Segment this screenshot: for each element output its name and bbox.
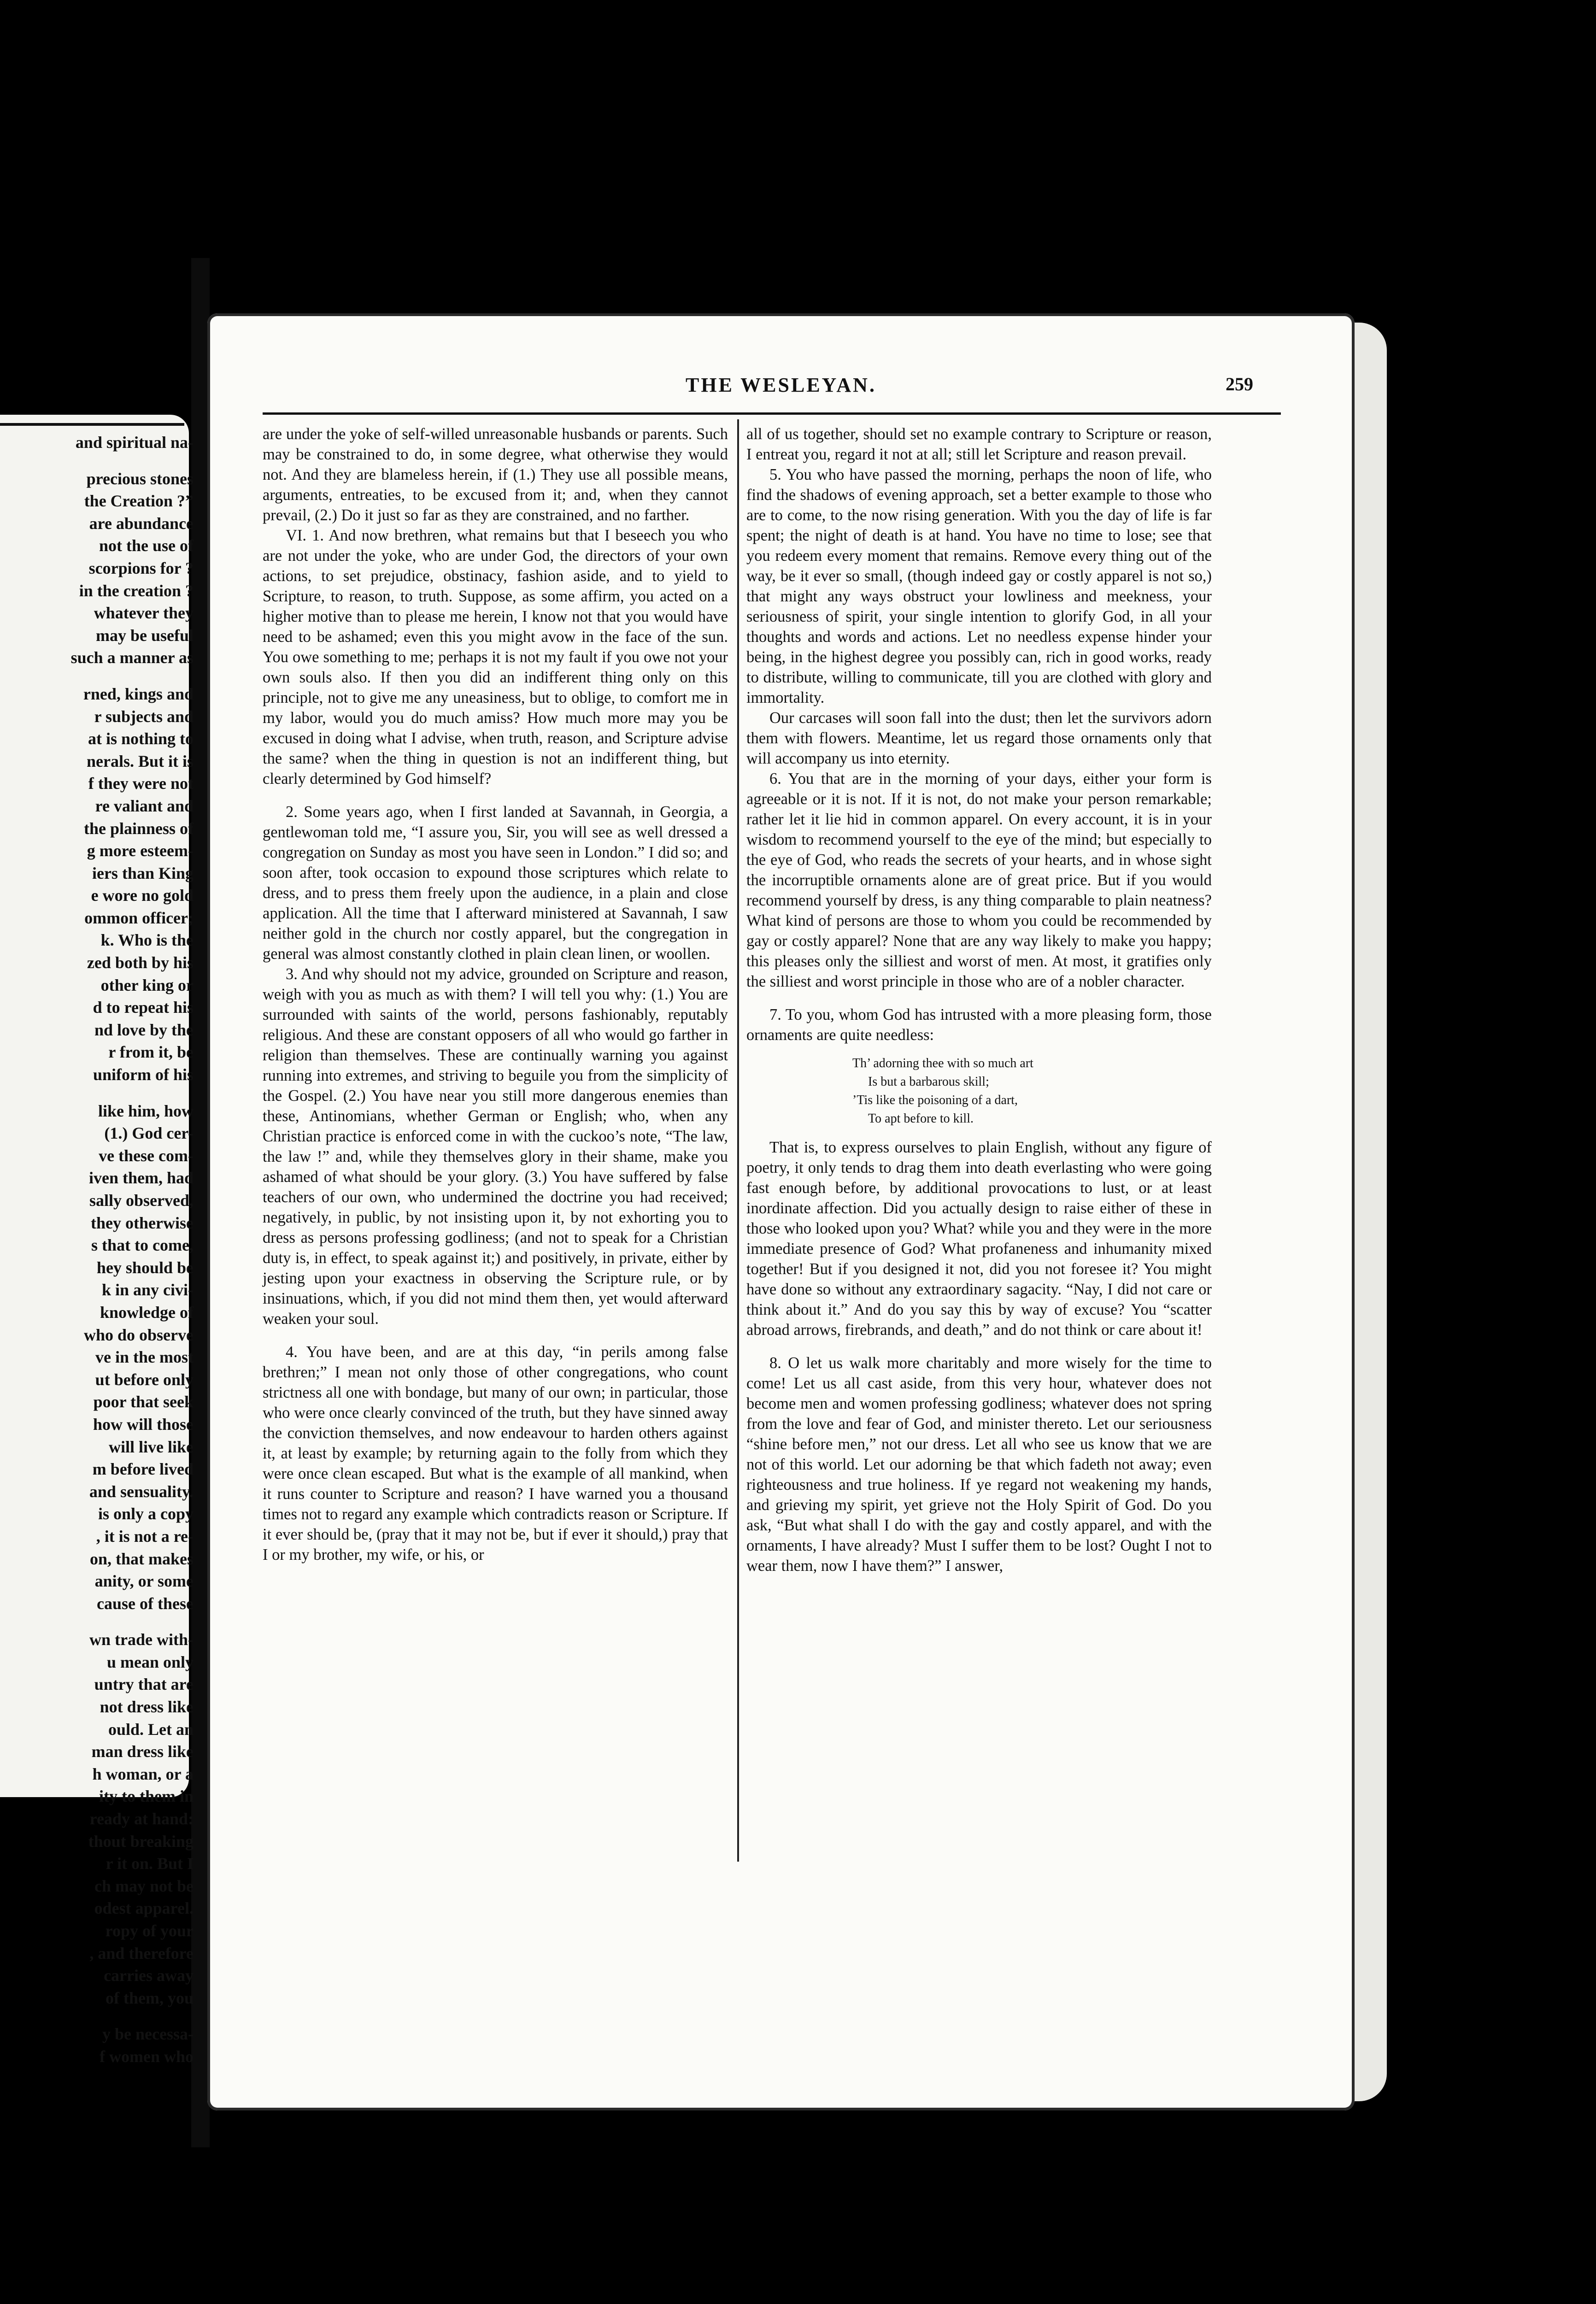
- poem-line: Is but a barbarous skill;: [868, 1075, 989, 1089]
- facing-page-line: r it on. But I: [106, 1854, 194, 1873]
- facing-page-line: carries away: [104, 1966, 194, 1985]
- facing-page-line: sally observed,: [89, 1191, 194, 1210]
- book-spine: [191, 258, 210, 2147]
- facing-page-line: in the creation ?: [79, 581, 194, 600]
- facing-page-line: ould. Let an: [108, 1720, 194, 1739]
- facing-page-gap: [0, 454, 194, 468]
- facing-page-line: odest apparel.: [94, 1899, 194, 1918]
- facing-page-line: man dress like: [91, 1742, 194, 1761]
- facing-page-line: , and therefore: [89, 1944, 194, 1963]
- facing-page-line: how will those: [93, 1415, 194, 1434]
- facing-page-line: knowledge of: [100, 1303, 194, 1322]
- facing-page-line: f women who: [100, 2047, 194, 2066]
- facing-page-line: the plainness of: [83, 819, 194, 838]
- facing-page-line: r from it, be: [108, 1043, 194, 1062]
- main-page: [207, 313, 1355, 2110]
- paragraph: 8. O let us walk more charitably and more wisely for the time to come! Let us all cast aside, from this very hour, whatever does not become men and women professing godliness; whatever does not spring from the love and fear of God, and minister thereto. Let our seriousness “shine before men,” not our dress. Let all who see us know that we are not of this world. Let our adorning be that which fadeth not away; even righteousness and true holiness. If ye regard not weakening my hands, and grieving my spirit, yet grieve not the Holy Spirit of God. Do you ask, “But what shall I do with the gay and costly apparel, and with the ornaments, I have already? Must I suffer them to be lost? Ought I not to wear them, now I have them?” I answer,: [746, 1354, 1212, 1575]
- left-column: [263, 424, 728, 1565]
- page-number: 259: [1226, 374, 1253, 394]
- facing-page-line: g more esteem-: [87, 841, 194, 860]
- facing-page-line: on, that makes: [89, 1549, 194, 1568]
- facing-page-line: ropy of your: [105, 1922, 194, 1940]
- paragraph: 4. You have been, and are at this day, “in perils among false brethren;” I mean not only those of other congregations, who count strictness all one with bondage, but many of our own; in particular, those who were once clearly convinced of the truth, but they have sinned away the conviction themselves, and now endeavour to harden others against it, at least by example; by returning again to the folly from which they were once clean escaped. But what is the example of all mankind, when it runs counter to Scripture and reason? I have warned you a thousand times not to regard any example which contradicts reason or Scripture. If it ever should be, (pray that it may not be, but if ever it should,) pray that I or my brother, my wife, or his, or: [263, 1343, 728, 1563]
- facing-page-left: [0, 415, 194, 2066]
- paragraph: 5. You who have passed the morning, perhaps the noon of life, who find the shadows of evening approach, set a better example to those who are to come, to the now rising generation. With you the day of life is far spent; the night of death is at hand. You have no time to lose; see that you redeem every moment that remains. Remove every thing out of the way, be it ever so small, (though indeed gay or costly apparel is not so,) that might any ways obstruct your lowliness and meekness, your seriousness of spirit, your single intention to glorify God, in all your thoughts and words and actions. Let no needless expense hinder your being, in the highest degree you possibly can, rich in good works, ready to distribute, willing to communicate, till you are clothed with glory and immortality.: [746, 466, 1212, 706]
- facing-page-line: uniform of his: [93, 1065, 194, 1084]
- paragraph: 6. You that are in the morning of your days, either your form is agreeable or it is not. If it is not, do not make your person remarkable; rather let it lie hid in common apparel. On every account, it is in your wisdom to recommend yourself to the eye of the mind; but especially to the eye of God, who reads the secrets of your hearts, and in whose sight the incorruptible ornaments alone are of great price. But if you would recommend yourself by dress, is any thing comparable to plain neatness? What kind of persons are those to whom you could be recommended by gay or costly apparel? None that are any way likely to make you happy; this pleases only the silliest and worst of men. At most, it gratifies only the silliest and worst principle in those who are of a nobler character.: [746, 770, 1212, 990]
- facing-page-line: cause of these: [97, 1594, 194, 1613]
- facing-page-line: r subjects and: [94, 707, 194, 726]
- facing-page-line: untry that are: [94, 1675, 194, 1694]
- facing-page-line: m before lived: [92, 1460, 194, 1479]
- poem-line: Th’ adorning thee with so much art: [852, 1056, 1033, 1070]
- facing-page-line: may be useful: [95, 626, 194, 645]
- facing-page-gap: [0, 1615, 194, 1628]
- facing-page-line: precious stones: [86, 469, 194, 488]
- facing-page-line: is only a copy: [98, 1505, 194, 1523]
- facing-page-line: ut before only: [95, 1370, 194, 1389]
- facing-page-line: not dress like: [100, 1698, 194, 1716]
- facing-page-line: ve these com-: [99, 1146, 194, 1165]
- facing-page-line: (1.) God cer-: [104, 1124, 194, 1143]
- facing-page-line: iven them, had: [88, 1169, 194, 1187]
- facing-page-line: nerals. But it is: [86, 752, 194, 770]
- facing-page-line: , it is not a re-: [96, 1527, 194, 1546]
- facing-page-line: whatever they: [94, 604, 194, 623]
- facing-page-text: [0, 431, 194, 2068]
- paragraph: 2. Some years ago, when I first landed at Savannah, in Georgia, a gentlewoman told me, “I assure you, Sir, you will see as well dressed a congregation on Sunday as most you have seen in London.” I did so; and soon after, took occasion to expound those scriptures which relate to dress, and to press them freely upon the audience, in a plain and close application. All the time that I afterward ministered at Savannah, I saw neither gold in the church nor costly apparel, but the congregation in general was almost constantly clothed in plain clean linen, or woollen.: [263, 803, 728, 963]
- facing-page-line: k in any civi-: [101, 1281, 194, 1299]
- running-title: THE WESLEYAN.: [686, 374, 876, 396]
- facing-page-line: k. Who is the: [100, 931, 194, 950]
- facing-page-line: re valiant and: [95, 796, 194, 815]
- right-column: [746, 424, 1212, 1576]
- facing-page-line: iers than King: [92, 864, 194, 882]
- facing-page-line: ommon officer;: [84, 908, 194, 927]
- paragraph: 7. To you, whom God has intrusted with a more pleasing form, those ornaments are quite needless:: [746, 1006, 1212, 1044]
- facing-page-line: f they were not: [88, 774, 194, 793]
- paragraph: all of us together, should set no example contrary to Scripture or reason, I entreat you, regard it not at all; still let Scripture and reason prevail.: [746, 425, 1212, 463]
- facing-page-line: ity to them in: [99, 1787, 194, 1806]
- poem-line: To apt before to kill.: [868, 1111, 974, 1126]
- facing-page-line: scorpions for ?: [88, 558, 194, 577]
- poem-line: ’Tis like the poisoning of a dart,: [852, 1093, 1018, 1107]
- facing-page-line: poor that seek: [93, 1393, 194, 1411]
- facing-page-line: nd love by the: [94, 1020, 194, 1039]
- facing-page-line: rned, kings and: [83, 684, 194, 703]
- facing-page-line: s that to come,: [91, 1236, 194, 1255]
- facing-page-line: they otherwise: [91, 1213, 194, 1232]
- page-header: [207, 373, 1355, 410]
- facing-page-line: and sensuality.: [89, 1482, 194, 1501]
- facing-page-line: zed both by his: [87, 953, 194, 972]
- facing-page-line: of them, you: [106, 1988, 194, 2007]
- facing-page-line: at is nothing to: [88, 729, 194, 748]
- facing-page-line: not the use of: [99, 536, 194, 555]
- facing-page-gap: [0, 2009, 194, 2023]
- facing-page-line: such a manner as: [70, 648, 194, 667]
- facing-page-gap: [0, 1086, 194, 1100]
- facing-page-line: h woman, or a: [92, 1764, 194, 1783]
- facing-page-line: thout breaking: [88, 1832, 194, 1851]
- facing-page-line: anity, or some: [94, 1572, 194, 1591]
- facing-page-line: like him, how: [98, 1101, 194, 1120]
- paragraph: are under the yoke of self-willed unreasonable husbands or parents. Such may be constrained to do, in some degree, what otherwise they would not. And they are blameless herein, if (1.) They use all possible means, arguments, entreaties, to be excused from it; and, when they cannot prevail, (2.) Do it just so far as they are constrained, and no farther.: [263, 425, 728, 524]
- column-rule: [737, 419, 739, 1862]
- paragraph: Our carcases will soon fall into the dust; then let the survivors adorn them with flowers. Meantime, let us regard those ornaments only that will accompany us into eternity.: [746, 709, 1212, 767]
- facing-page-line: ve in the most: [95, 1348, 194, 1367]
- facing-page-line: will live like: [109, 1437, 194, 1456]
- facing-page-line: d to repeat his: [93, 998, 194, 1017]
- header-rule: [263, 412, 1281, 415]
- facing-page-line: and spiritual na-: [75, 433, 194, 452]
- facing-page-line: ch may not be: [94, 1876, 194, 1895]
- facing-page-line: u mean only: [106, 1652, 194, 1671]
- facing-page-line: hey should be: [96, 1258, 194, 1277]
- facing-page-line: wn trade with-: [89, 1630, 194, 1649]
- facing-page-line: who do observe: [83, 1325, 194, 1344]
- facing-page-line: y be necessa-: [102, 2025, 194, 2044]
- facing-page-rule: [0, 423, 184, 426]
- paragraph: 3. And why should not my advice, grounded on Scripture and reason, weigh with you as much as with them? I will tell you why: (1.) You are surrounded with saints of the world, persons fashionably, reputably religious. And these are constant opposers of all who would go farther in religion than themselves. These are continually warning you against running into extremes, and striving to beguile you from the simplicity of the Gospel. (2.) You have near you still more dangerous enemies than these, Antinomians, whether German or English; who, when any Christian practice is enforced come in with the cuckoo’s note, “The law, the law !” and, while they themselves glory in their shame, make you ashamed of what should be your glory. (3.) You have suffered by false teachers of our own, who undermined the doctrine you had received; negatively, in public, by not insisting upon it, by not exhorting you to dress as persons professing godliness; (and not to speak for a Christian duty is, in effect, to speak against it;) and positively, in private, either by jesting upon your exactness in observing the Scripture rule, or by insinuations, which, if you did not mind them then, yet would afterward weaken your soul.: [263, 965, 728, 1328]
- facing-page-line: are abundance: [89, 514, 194, 533]
- facing-page-line: the Creation ?”: [84, 492, 194, 511]
- paragraph: That is, to express ourselves to plain English, without any figure of poetry, it only tends to drag them into death everlasting who were going fast enough before, by additional provocations to lust, or at least inordinate affection. Did you actually design to raise either of these in those who looked upon you? What? while you and they were in the more immediate presence of God? What profaneness and inhumanity mixed together! But if you designed it not, did you not foresee it? You might have done so without any extraordinary sagacity. “Nay, I did not care or think about it.” And do you say this by way of excuse? You “scatter abroad arrows, firebrands, and death,” and do not think or care about it!: [746, 1139, 1212, 1339]
- facing-page-line: e wore no gold: [91, 886, 194, 905]
- facing-page-line: other king or: [100, 976, 194, 994]
- poem-quote: [852, 1054, 1212, 1128]
- paragraph: VI. 1. And now brethren, what remains but that I beseech you who are not under the yoke, who are under God, the directors of your own actions, to set prejudice, obstinacy, fashion aside, and to yield to Scripture, to reason, to truth. Suppose, as some affirm, you acted on a higher motive than to please me herein, I know not that you would have need to be ashamed; even this you might avow in the face of the sun. You owe something to me; perhaps it is not my fault if you owe not your own souls also. If then you did an indifferent thing only on this principle, not to give me any uneasiness, but to oblige, to comfort me in my labor, would you do much amiss? How much more may you be excused in doing what I advise, when truth, reason, and Scripture advise the same? when the thing in question is not an indifferent thing, but clearly determined by God himself?: [263, 527, 728, 788]
- facing-page-line: ready at hand:: [89, 1810, 194, 1828]
- facing-page-gap: [0, 669, 194, 683]
